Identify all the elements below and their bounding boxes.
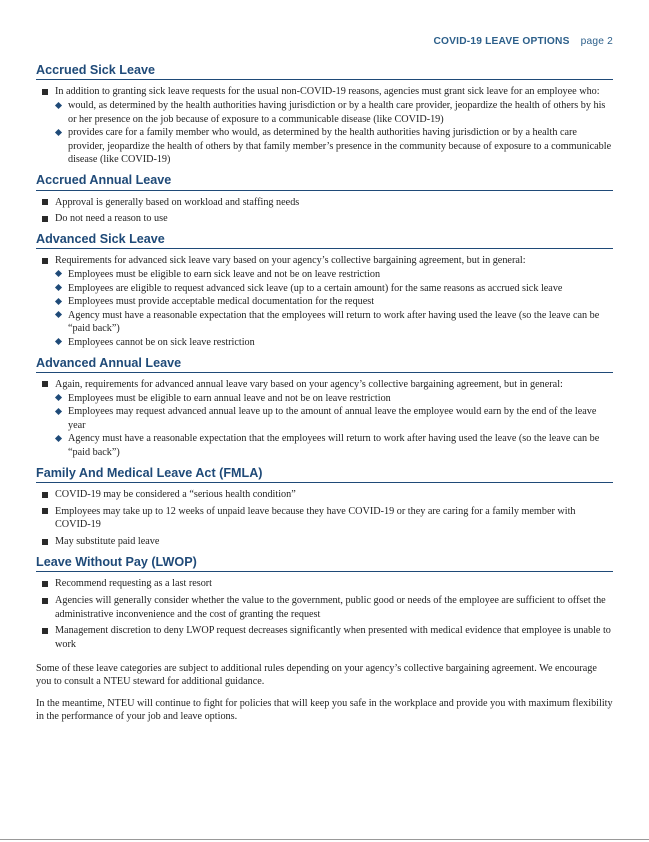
- sub-bullet-item: Employees are eligible to request advanced sick leave (up to a certain amount) for the same reasons as accrued sick leave: [55, 282, 613, 296]
- bullet-text: Recommend requesting as a last resort: [55, 578, 213, 590]
- bullet-text: Management discretion to deny LWOP request decreases significantly when presented with medical evidence that employee is unable to work: [55, 625, 611, 650]
- header-title: COVID-19 LEAVE OPTIONS: [433, 36, 570, 47]
- bullet-item: [36, 594, 613, 621]
- section-leave-without-pay-lwop: [36, 555, 613, 652]
- bullet-item: [36, 535, 613, 549]
- bullet-text: Approval is generally based on workload and staffing needs: [55, 196, 300, 208]
- sub-bullet-item: Employees must be eligible to earn annual leave and not be on leave restriction: [55, 392, 613, 406]
- section-heading: Advanced Sick Leave: [36, 232, 613, 249]
- bullet-item: [36, 85, 613, 167]
- section-heading: Accrued Sick Leave: [36, 63, 613, 80]
- closing-paragraph: Some of these leave categories are subject to additional rules depending on your agency’s collective bargaining agreement. We encourage you to consult a NTEU steward for additional guidance.: [36, 662, 597, 688]
- bullet-item: [36, 378, 613, 460]
- closing-paragraphs: [36, 662, 613, 724]
- bullet-list: [36, 378, 613, 460]
- bullet-item: [36, 488, 613, 502]
- sub-bullet-list: [55, 392, 613, 460]
- sub-bullet-item: Employees cannot be on sick leave restriction: [55, 336, 613, 350]
- bullet-list: [36, 85, 613, 167]
- bullet-list: [36, 577, 613, 651]
- bullet-text: Requirements for advanced sick leave vary based on your agency’s collective bargaining agreement, but in general:: [55, 255, 526, 267]
- bullet-list: [36, 254, 613, 349]
- page-header: [433, 36, 613, 47]
- bullet-text: Employees may take up to 12 weeks of unpaid leave because they have COVID-19 or they are caring for a family member with COVID-19: [55, 505, 576, 531]
- sub-bullet-item: Agency must have a reasonable expectation that the employees will return to work after having used the leave (so the leave can be “paid back”): [55, 432, 613, 459]
- section-family-and-medical-leave-act-fmla: [36, 466, 613, 549]
- closing-paragraph: In the meantime, NTEU will continue to fight for policies that will keep you safe in the workplace and provide you with maximum flexibility in the performance of your job and leave options.: [36, 697, 613, 723]
- bullet-text: May substitute paid leave: [55, 536, 160, 548]
- sub-bullet-item: provides care for a family member who would, as determined by the health authorities having jurisdiction or by a health care provider, jeopardize the health of others by that family member’s presence in the community because of exposure to a communicable disease (like COVID-19): [55, 126, 613, 167]
- section-heading: Leave Without Pay (LWOP): [36, 555, 613, 572]
- bullet-text: COVID-19 may be considered a “serious health condition”: [55, 489, 296, 500]
- section-accrued-sick-leave: [36, 63, 613, 167]
- bullet-item: [36, 624, 613, 651]
- section-advanced-sick-leave: [36, 232, 613, 350]
- bottom-divider: [0, 839, 649, 840]
- main-content: [36, 63, 613, 732]
- bullet-list: [36, 488, 613, 549]
- section-advanced-annual-leave: [36, 356, 613, 460]
- section-accrued-annual-leave: [36, 173, 613, 226]
- bullet-item: [36, 212, 613, 226]
- bullet-text: Agencies will generally consider whether the value to the government, public good or needs of the employee are sufficient to offset the administrative inconvenience and the cost of granting the request: [55, 595, 606, 620]
- sub-bullet-list: [55, 268, 613, 350]
- bullet-text: Do not need a reason to use: [55, 213, 168, 225]
- sub-bullet-item: Employees may request advanced annual leave up to the amount of annual leave the employee would earn by the end of the leave year: [55, 405, 613, 432]
- sub-bullet-item: would, as determined by the health authorities having jurisdiction or by a health care provider, jeopardize the health of others by his or her presence on the job because of exposure to a communicable disease (like COVID-19): [55, 99, 613, 126]
- bullet-list: [36, 196, 613, 226]
- bullet-item: [36, 505, 613, 532]
- page-number: page 2: [580, 36, 613, 47]
- sub-bullet-item: Agency must have a reasonable expectation that the employees will return to work after having used the leave (so the leave can be “paid back”): [55, 309, 613, 336]
- bullet-text: Again, requirements for advanced annual leave vary based on your agency’s collective bargaining agreement, but in general:: [55, 378, 563, 390]
- sub-bullet-list: [55, 99, 613, 167]
- section-heading: Accrued Annual Leave: [36, 173, 613, 190]
- bullet-text: In addition to granting sick leave requests for the usual non-COVID-19 reasons, agencies must grant sick leave for an employee who:: [55, 86, 600, 98]
- bullet-item: [36, 577, 613, 591]
- sub-bullet-item: Employees must be eligible to earn sick leave and not be on leave restriction: [55, 268, 613, 282]
- section-heading: Advanced Annual Leave: [36, 356, 613, 373]
- sub-bullet-item: Employees must provide acceptable medical documentation for the request: [55, 295, 613, 309]
- bullet-item: [36, 196, 613, 210]
- bullet-item: [36, 254, 613, 349]
- section-heading: Family And Medical Leave Act (FMLA): [36, 466, 613, 483]
